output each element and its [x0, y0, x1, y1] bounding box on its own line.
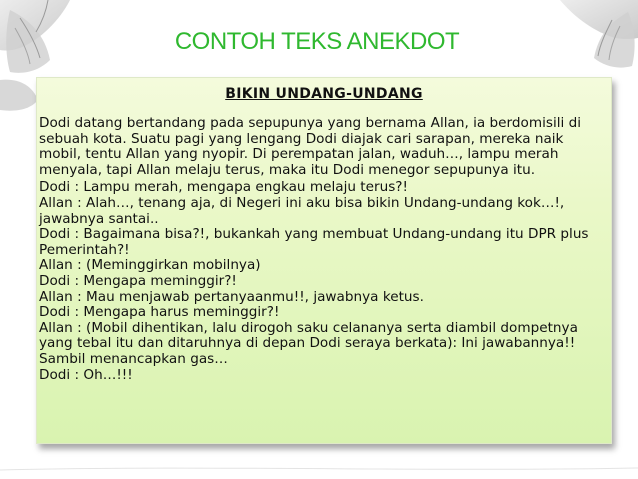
anecdote-heading: BIKIN UNDANG-UNDANG: [225, 86, 423, 102]
dialogue-line: Allan : Mau menjawab pertanyaanmu!!, jawabnya ketus.: [39, 288, 424, 305]
dialogue-line: Allan : (Meminggirkan mobilnya): [39, 257, 261, 274]
anecdote-text-card: [36, 77, 612, 444]
dialogue-line: Dodi : Mengapa meminggir?!: [39, 272, 237, 289]
dialogue-line: Allan : Alah…, tenang aja, di Negeri ini aku bisa bikin Undang-undang kok…!, jawabnya santai..: [39, 194, 565, 227]
dialogue-line: Dodi : Lampu merah, mengapa engkau melaju terus?!: [39, 179, 408, 196]
anecdote-intro-paragraph: Dodi datang bertandang pada sepupunya yang bernama Allan, ia berdomisili di sebuah kota. Suatu pagi yang lengang Dodi diajak cari sarapan, mereka naik mobil, tentu Allan yang nyopir. Di perempatan jalan, waduh…, lampu merah menyala, tapi Allan melaju terus, maka itu Dodi menegor sepupunya itu.: [39, 115, 581, 178]
dialogue-line: Allan : (Mobil dihentikan, lalu dirogoh saku celananya serta diambil dompetnya yang tebal itu dan ditaruhnya di depan Dodi seraya berkata): Ini jawabannya!! Sambil menancapkan gas…: [39, 319, 578, 367]
slide-title: CONTOH TEKS ANEKDOT: [174, 28, 460, 55]
anecdote-body: [39, 116, 607, 383]
dialogue-line: Dodi : Oh…!!!: [39, 366, 133, 383]
dialogue-line: Dodi : Mengapa harus meminggir?!: [39, 304, 280, 321]
dialogue-line: Dodi : Bagaimana bisa?!, bukankah yang membuat Undang-undang itu DPR plus Pemerintah?!: [39, 226, 589, 258]
